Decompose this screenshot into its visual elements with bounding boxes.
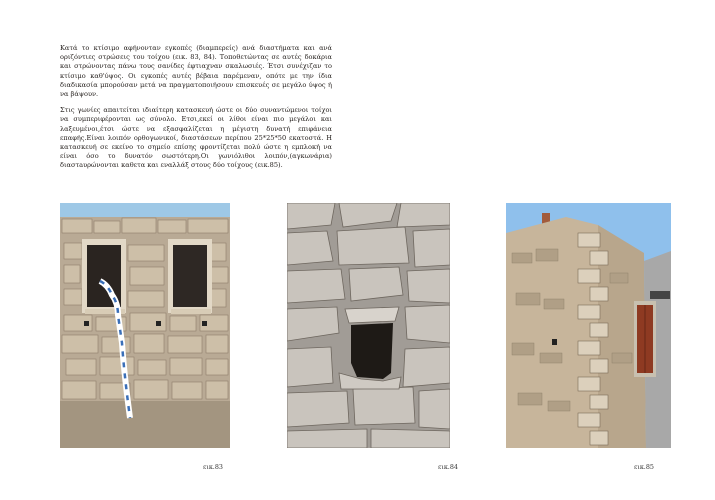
body-text xyxy=(60,44,332,178)
photo-wall-with-windows xyxy=(60,203,230,448)
figure-caption: εικ.85 xyxy=(634,463,654,471)
figure-caption: εικ.84 xyxy=(438,463,458,471)
photo-house-corner xyxy=(506,203,671,448)
figure-caption: εικ.83 xyxy=(203,463,223,471)
paragraph-corners: Στις γωνίες απαιτείται ιδιαίτερη κατασκευή ώστε οι δύο συναντώμενοι τοίχοι να συμπεριφέρονται ως σύνολο. Ετσι,εκεί οι λίθοι είναι πιο μεγάλοι και λαξευμένοι,έτσι ώστε να εξασφαλίζεται η μέγιστη δυνατή επιφάνεια επαφής.Είναι λοιπόν ορθογωνικοί, διαστάσεων περίπου 25*25*50 εκατοστά. Η κατασκευή σε εκείνο το σημείο επίσης φροντίζεται πολύ ώστε η εμπλοκή να είναι όσο το δυνατόν σωστότερη.Οι γωνιόλιθοι λοιπόν,(αγκωνάρια) διαστaυρώνονται καθετα και εναλλάξ στους δύο τοίχους (εικ.85). xyxy=(60,106,332,170)
paragraph-scaffolding: Κατά το κτίσιμο αφήνονταν εγκοπές (διαμπερείς) ανά διαστήματα και ανά οριζόντιες στρώσεις του τοίχου (εικ. 83, 84). Τοποθετώντας σε αυτές δοκάρια και στρώνοντας πάνω τους σανίδες έφτιαχναν σκαλωσιές. Έτσι συνέχιζαν το κτίσιμο καθ'ύψος. Οι εγκοπές αυτές βέβαια παρέμεναν, οπότε με την ίδια διαδικασία μπορούσαν μετά να πραγματοποιήσουν επισκευές σε μεγάλο ύψος ή να βάψουν. xyxy=(60,44,332,99)
photo-scaffold-hole xyxy=(287,203,450,448)
